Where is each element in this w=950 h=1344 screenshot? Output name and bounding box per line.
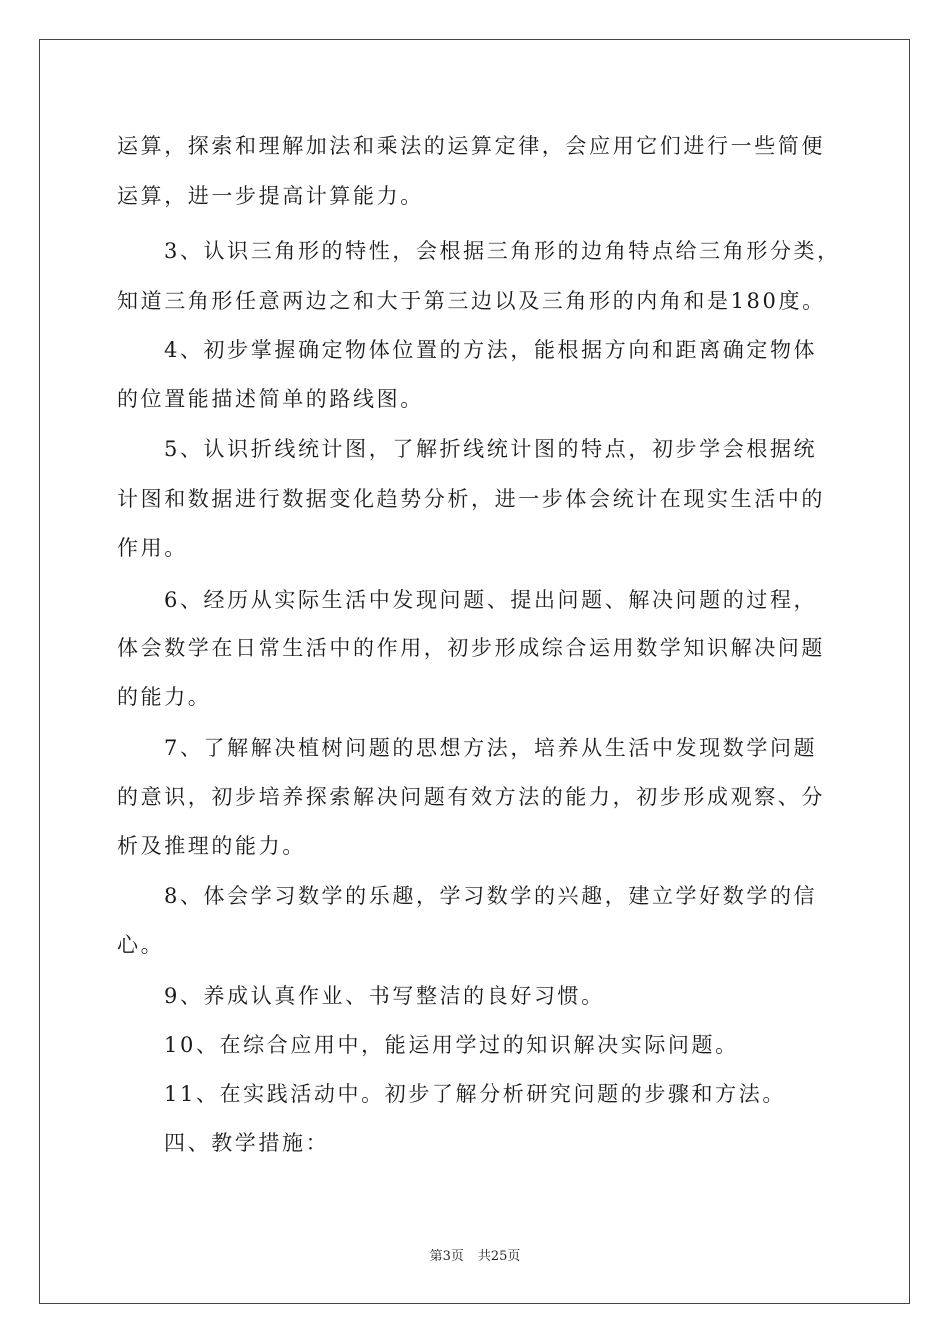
text-line: 3、认识三角形的特性，会根据三角形的边角特点给三角形分类，: [164, 239, 841, 263]
page-number: 第3页: [429, 1249, 464, 1264]
text-line: 8、体会学习数学的乐趣，学习数学的兴趣，建立学好数学的信: [164, 884, 818, 908]
page-border: [39, 39, 910, 1304]
text-line: 7、了解解决植树问题的思想方法，培养从生活中发现数学问题: [164, 736, 818, 760]
page-footer: [0, 1245, 950, 1264]
text-line: 体会数学在日常生活中的作用，初步形成综合运用数学知识解决问题: [117, 636, 825, 660]
section-heading: 四、教学措施：: [164, 1131, 330, 1155]
text-line: 运算，探索和理解加法和乘法的运算定律，会应用它们进行一些简便: [117, 134, 825, 158]
page-total: 共25页: [477, 1249, 521, 1264]
text-line: 4、初步掌握确定物体位置的方法，能根据方向和距离确定物体: [164, 338, 818, 362]
text-line: 11、在实践活动中。初步了解分析研究问题的步骤和方法。: [164, 1082, 786, 1106]
text-line: 作用。: [117, 536, 188, 560]
text-line: 5、认识折线统计图，了解折线统计图的特点，初步学会根据统: [164, 437, 818, 461]
text-line: 9、养成认真作业、书写整洁的良好习惯。: [164, 984, 605, 1008]
text-line: 运算，进一步提高计算能力。: [117, 184, 424, 208]
text-line: 计图和数据进行数据变化趋势分析，进一步体会统计在现实生活中的: [117, 487, 825, 511]
text-line: 的位置能描述简单的路线图。: [117, 387, 424, 411]
text-line: 6、经历从实际生活中发现问题、提出问题、解决问题的过程，: [164, 588, 818, 612]
text-line: 的意识，初步培养探索解决问题有效方法的能力，初步形成观察、分: [117, 785, 825, 809]
text-line: 析及推理的能力。: [117, 834, 306, 858]
text-line: 10、在综合应用中，能运用学过的知识解决实际问题。: [164, 1033, 739, 1057]
text-line: 知道三角形任意两边之和大于第三边以及三角形的内角和是180度。: [117, 289, 826, 313]
text-line: 的能力。: [117, 685, 212, 709]
text-line: 心。: [117, 933, 165, 957]
